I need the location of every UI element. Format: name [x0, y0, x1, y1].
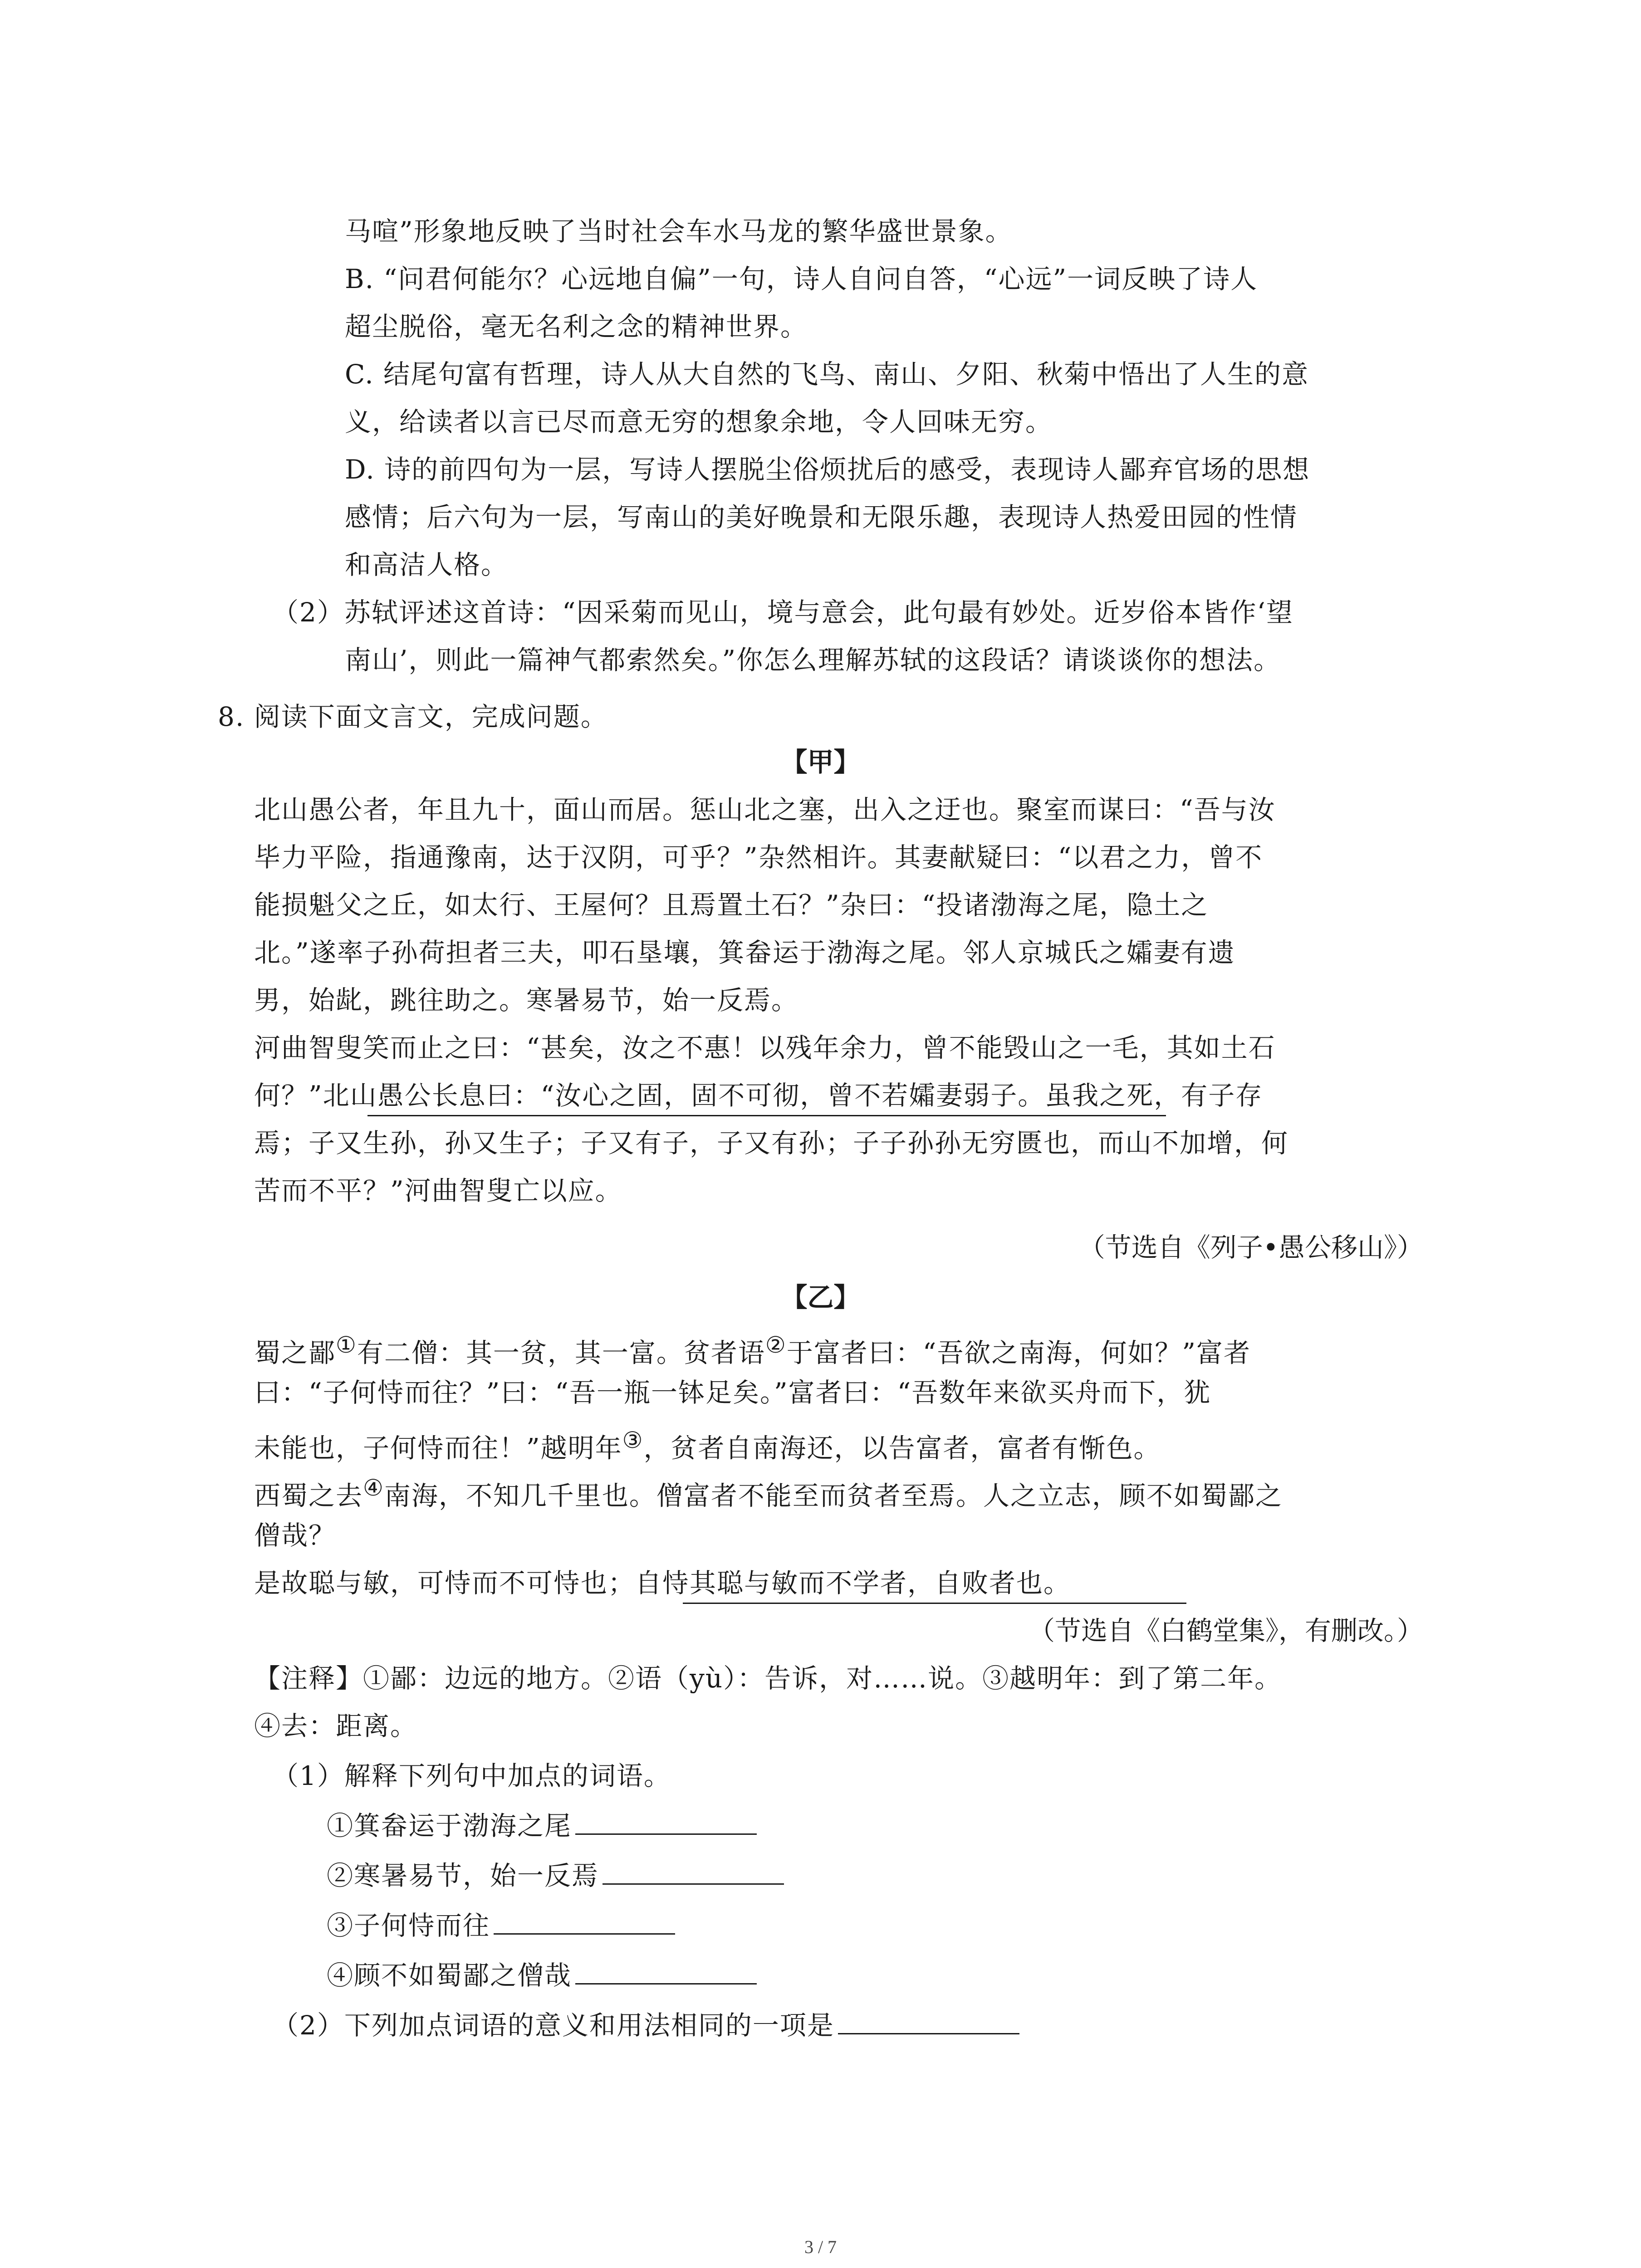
q7-sub2-line2: 南山’，则此一篇神气都索然矣。”你怎么理解苏轼的这段话？请谈谈你的想法。: [345, 645, 1281, 675]
passage-yi-title: 【乙】: [781, 1282, 860, 1313]
sentence-underline: [367, 1115, 1166, 1116]
sentence-underline: [683, 1603, 1186, 1604]
q8-sub1-item3: ③子何恃而往: [327, 1907, 675, 1944]
option-d-line1: D. 诗的前四句为一层，写诗人摆脱尘俗烦扰后的感受，表现诗人鄙弃官场的思想: [345, 454, 1310, 485]
notes-line2: ④去：距离。: [254, 1711, 418, 1741]
q8-sub2: （2）下列加点词语的意义和用法相同的一项是: [272, 2007, 1019, 2043]
passage-yi-line: 蜀之鄙①有二僧：其一贫，其一富。贫者语②于富者曰：“吾欲之南海，何如？”富者: [254, 1332, 1251, 1369]
passage-jia-line: 毕力平险，指通豫南，达于汉阴，可乎？”杂然相许。其妻献疑曰：“以君之力，曾不: [254, 842, 1263, 873]
option-d-line2: 感情；后六句为一层，写南山的美好晚景和无限乐趣，表现诗人热爱田园的性情: [345, 502, 1298, 533]
passage-yi-line: 西蜀之去④南海，不知几千里也。僧富者不能至而贫者至焉。人之立志，顾不如蜀鄙之: [254, 1475, 1283, 1511]
note-marker: ④: [363, 1475, 384, 1501]
passage-yi-line: 僧哉？: [254, 1520, 336, 1551]
option-b-line1: B. “问君何能尔？心远地自偏”一句，诗人自问自答，“心远”一词反映了诗人: [345, 264, 1258, 294]
passage-jia-line: 男，始龀，跳往助之。寒暑易节，始一反焉。: [254, 985, 799, 1016]
passage-jia-line: 何？”北山愚公长息曰：“汝心之固，固不可彻，曾不若孀妻弱子。虽我之死，有子存: [254, 1080, 1263, 1111]
option-d-line3: 和高洁人格。: [345, 549, 509, 580]
passage-jia-line: 北山愚公者，年且九十，面山而居。惩山北之塞，出入之迂也。聚室而谋曰：“吾与汝: [254, 794, 1276, 825]
option-c-line1: C. 结尾句富有哲理，诗人从大自然的飞鸟、南山、夕阳、秋菊中悟出了人生的意: [345, 359, 1309, 390]
q8-sub1: （1）解释下列句中加点的词语。: [272, 1760, 671, 1791]
option-a-continued: 马喧”形象地反映了当时社会车水马龙的繁华盛世景象。: [345, 216, 1013, 247]
note-marker: ③: [622, 1427, 644, 1453]
q8-sub1-item2: ②寒暑易节，始一反焉: [327, 1857, 784, 1894]
answer-blank[interactable]: [575, 1958, 757, 1984]
answer-blank[interactable]: [494, 1908, 675, 1935]
note-marker: ②: [765, 1332, 787, 1358]
q8-sub1-item4: ④顾不如蜀鄙之僧哉: [327, 1957, 757, 1994]
page-number: 3 / 7: [804, 2237, 837, 2257]
option-c-line2: 义，给读者以言已尽而意无穷的想象余地，令人回味无穷。: [345, 406, 1053, 437]
passage-jia-line: 能损魁父之丘，如太行、王屋何？且焉置土石？”杂曰：“投诸渤海之尾，隐土之: [254, 890, 1209, 920]
passage-jia-line: 焉；子又生孙，孙又生子；子又有子，子又有孙；子子孙孙无穷匮也，而山不加增，何: [254, 1128, 1289, 1158]
q7-sub2-line1: （2）苏轼评述这首诗：“因采菊而见山，境与意会，此句最有妙处。近岁俗本皆作‘望: [272, 597, 1293, 628]
passage-yi-line: 曰：“子何恃而往？”曰：“吾一瓶一钵足矣。”富者曰：“吾数年来欲买舟而下，犹: [254, 1377, 1211, 1408]
passage-yi-line: 是故聪与敏，可恃而不可恃也；自恃其聪与敏而不学者，自败者也。: [254, 1568, 1071, 1598]
passage-jia-line: 河曲智叟笑而止之曰：“甚矣，汝之不惠！以残年余力，曾不能毁山之一毛，其如土石: [254, 1032, 1276, 1063]
passage-yi-line: 未能也，子何恃而往！”越明年③，贫者自南海还，以告富者，富者有惭色。: [254, 1427, 1161, 1464]
passage-jia-line: 北。”遂率子孙荷担者三夫，叩石垦壤，箕畚运于渤海之尾。邻人京城氏之孀妻有遗: [254, 937, 1235, 968]
passage-yi-source: （节选自《白鹤堂集》，有删改。）: [1028, 1615, 1423, 1646]
answer-blank[interactable]: [838, 2008, 1019, 2034]
option-b-line2: 超尘脱俗，毫无名利之念的精神世界。: [345, 311, 808, 342]
answer-blank[interactable]: [603, 1858, 784, 1885]
q8-stem: 8. 阅读下面文言文，完成问题。: [218, 701, 608, 732]
passage-jia-line: 苦而不平？”河曲智叟亡以应。: [254, 1175, 622, 1206]
passage-jia-title: 【甲】: [781, 747, 860, 777]
answer-blank[interactable]: [575, 1808, 757, 1835]
notes-line1: 【注释】①鄙：边远的地方。②语（yù）：告诉，对……说。③越明年：到了第二年。: [254, 1663, 1282, 1694]
passage-jia-source: （节选自《列子•愚公移山》）: [1078, 1232, 1423, 1263]
note-marker: ①: [336, 1332, 357, 1358]
q8-sub1-item1: ①箕畚运于渤海之尾: [327, 1808, 757, 1844]
